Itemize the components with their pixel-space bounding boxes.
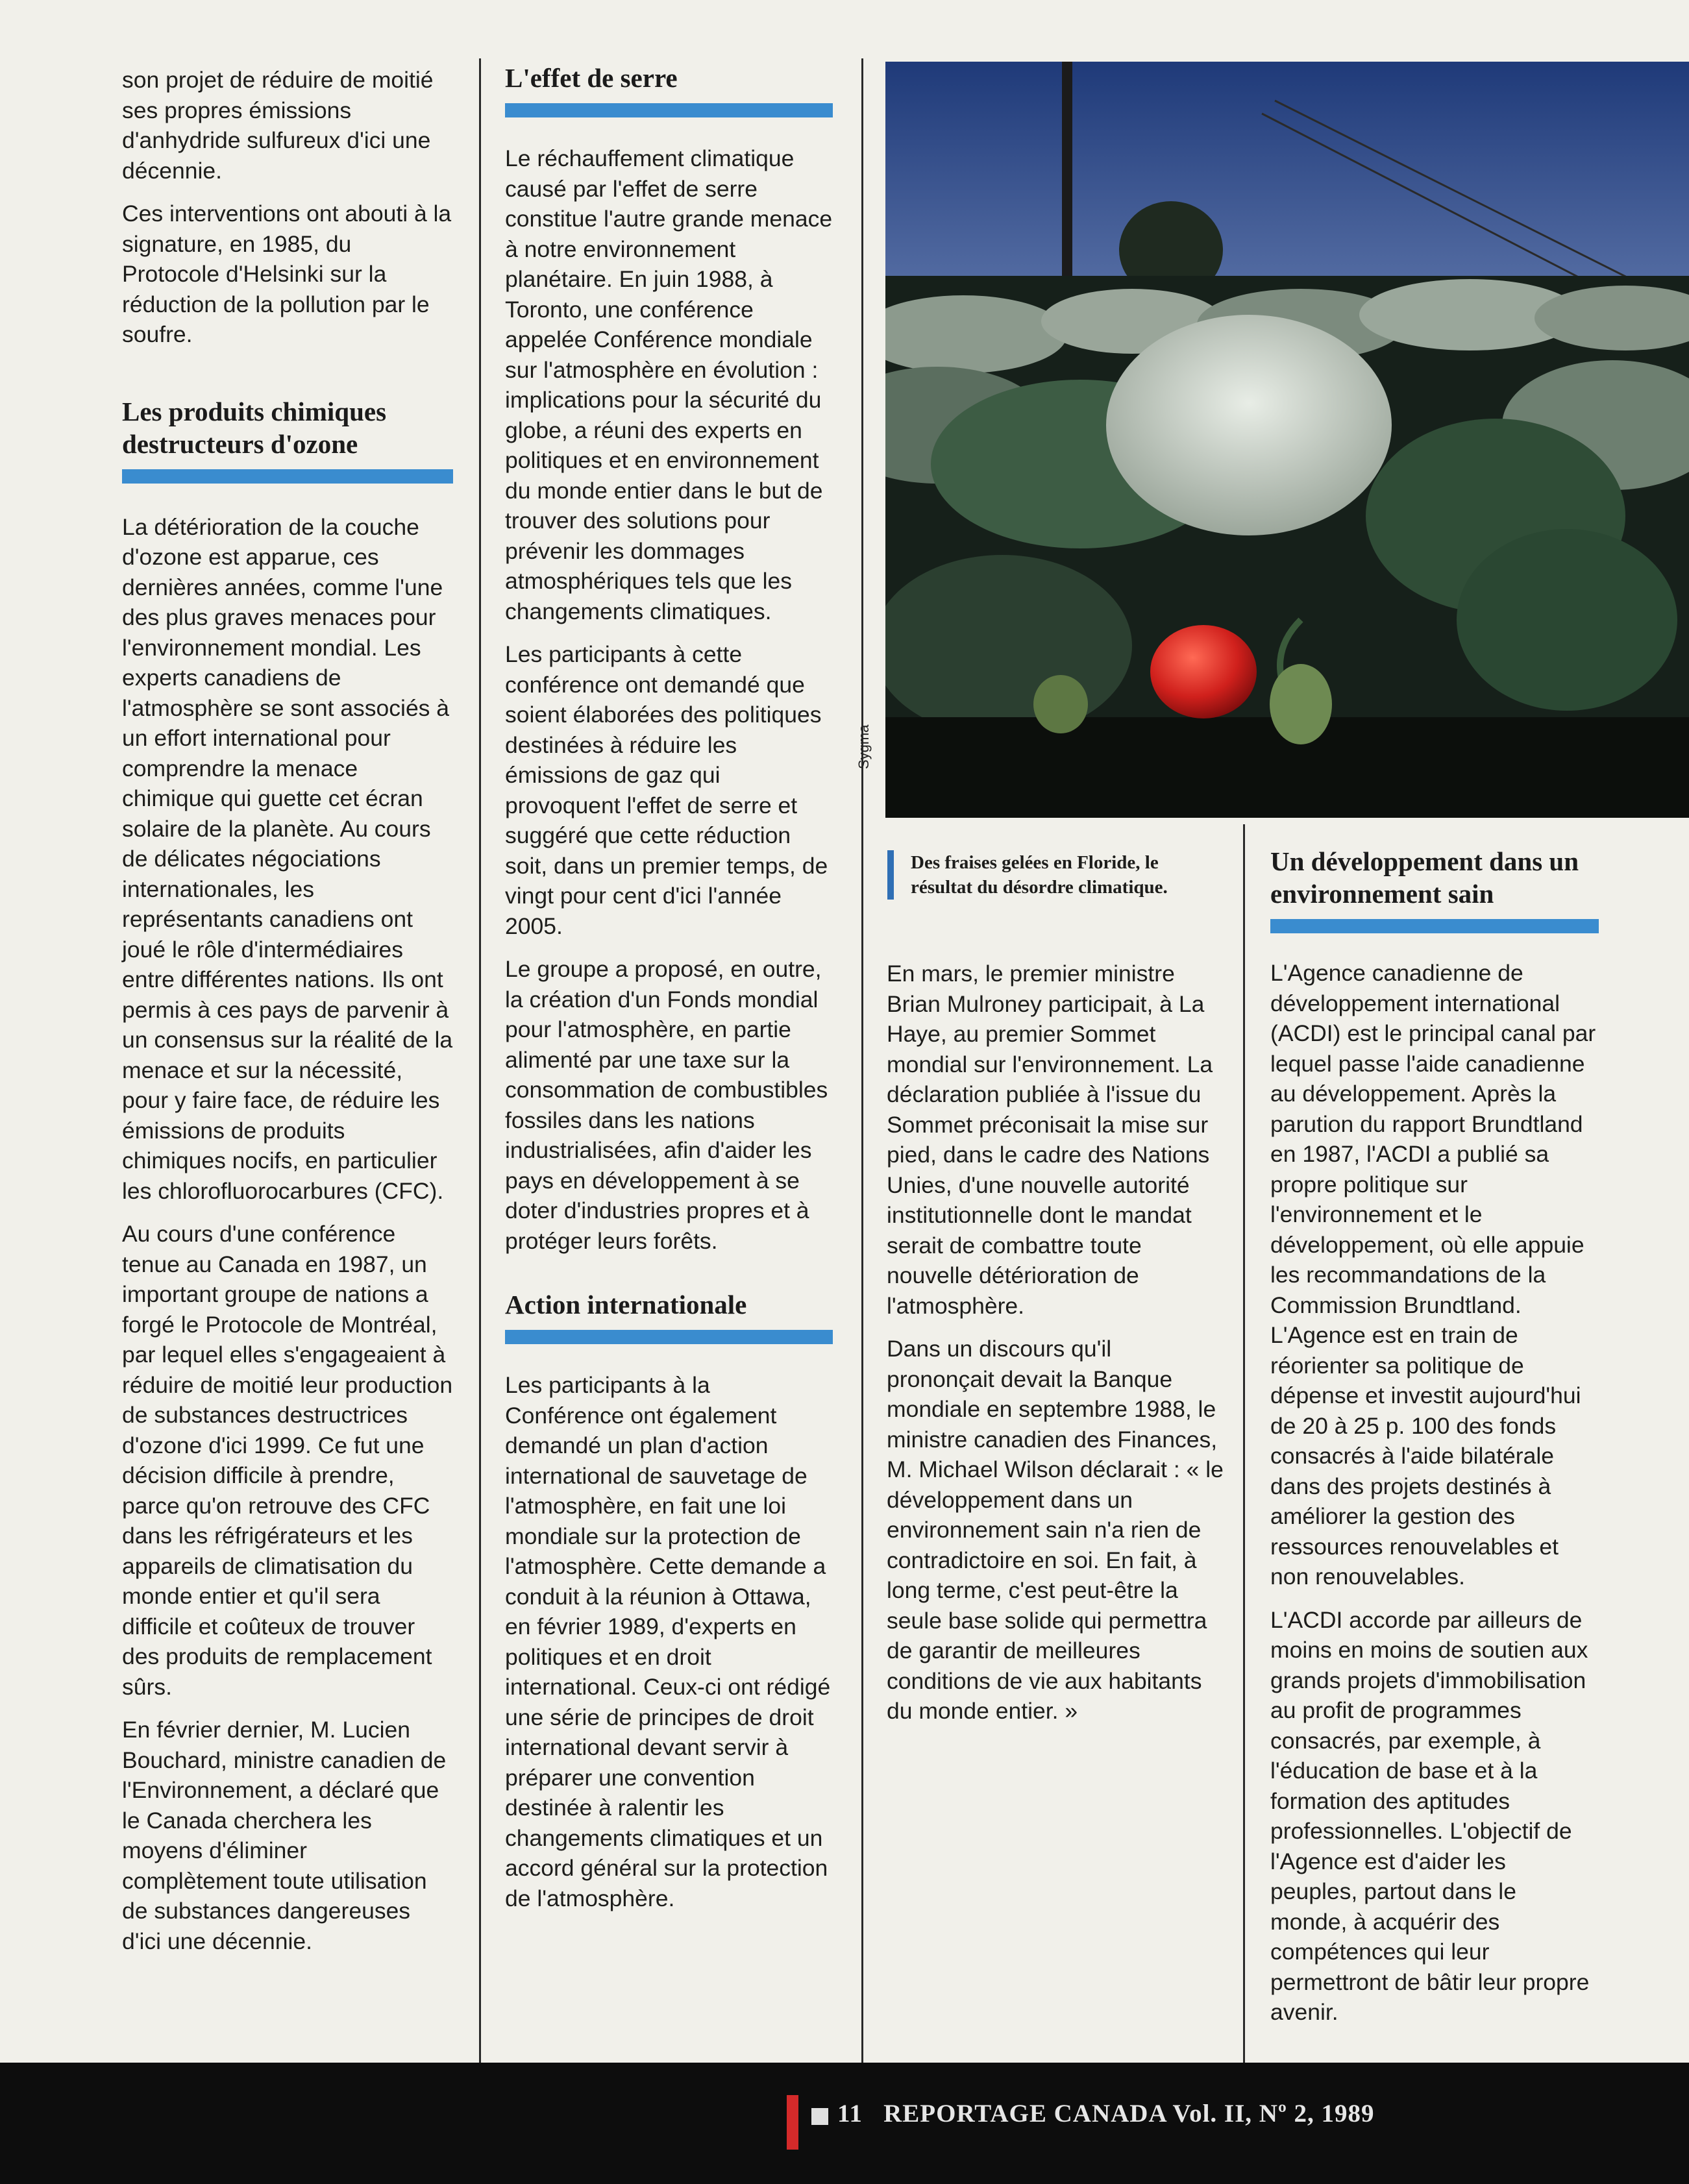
heading-bar bbox=[505, 103, 833, 117]
col2-paragraph-3: Le groupe a proposé, en outre, la création d'un Fonds mondial pour l'atmosphère, en partie alimenté par une taxe sur la consommation de combustibles fossiles dans les nations industrialisées, afin d'aider les pays en développement à se doter d'industries propres et à protéger leurs forêts. bbox=[505, 956, 828, 1254]
column-rule-2 bbox=[861, 58, 863, 2064]
col2-paragraph-4: Les participants à la Conférence ont également demandé un plan d'action international de sauvetage de l'atmosphère, en fait une loi mondiale sur la protection de l'atmosphère. Cette demande a conduit à la réunion à Ottawa, en février 1989, d'experts en politiques et en droit international. Ceux-ci ont rédigé une série de principes de droit international devant servir à préparer une convention destinée à ralentir les changements climatiques et un accord général sur la protection de l'atmosphère. bbox=[505, 1372, 831, 1911]
col3-paragraph-1: En mars, le premier ministre Brian Mulroney participait, à La Haye, au premier Sommet mondial sur l'environnement. La déclaration publiée à l'issue du Sommet préconisait la mise sur pied, dans le cadre des Nations Unies, d'une nouvelle autorité institutionnelle dont le mandat serait de combattre toute nouvelle détérioration de l'atmosphère. bbox=[887, 961, 1213, 1319]
column-4 bbox=[1270, 845, 1599, 2041]
col2-paragraph-1: Le réchauffement climatique causé par l'effet de serre constitue l'autre grande menace à notre environnement planétaire. En juin 1988, à Toronto, une conférence appelée Conférence mondiale sur l'atmosphère en évolution : implications pour la sécurité du globe, a réuni des experts en politiques et en environnement du monde entier dans le but de trouver des solutions pour prévenir les dommages atmosphériques tels que les changements climatiques. bbox=[505, 145, 833, 624]
greenhouse-heading: L'effet de serre bbox=[505, 63, 678, 93]
photo-credit: Sygma bbox=[856, 724, 872, 769]
col3-paragraph-2: Dans un discours qu'il prononçait devait la Banque mondiale en septembre 1988, le ministre canadien des Finances, M. Michael Wilson déclarait : « le développement dans un environnement sain n'a rien de contradictoire en soi. En fait, à long terme, c'est peut-être la seule base solide qui permettra de garantir de meilleures conditions de vie aux habitants du monde entier. » bbox=[887, 1336, 1224, 1724]
footer-text bbox=[837, 2099, 1375, 2128]
col1-paragraph-5: En février dernier, M. Lucien Bouchard, ministre canadien de l'Environnement, a déclaré que le Canada cherchera les moyens d'éliminer complètement toute utilisation de substances dangereuses d'ici une décennie. bbox=[122, 1717, 447, 1954]
publication-name: REPORTAGE CANADA Vol. II, Nº 2, 1989 bbox=[883, 2100, 1375, 2128]
column-rule-3 bbox=[1243, 824, 1245, 2064]
col1-paragraph-2: Ces interventions ont abouti à la signature, en 1985, du Protocole d'Helsinki sur la réduction de la pollution par le soufre. bbox=[122, 201, 452, 347]
column-2 bbox=[505, 62, 833, 1926]
page-footer bbox=[0, 2063, 1689, 2184]
column-3 bbox=[887, 959, 1224, 1739]
col1-paragraph-3: La détérioration de la couche d'ozone est apparue, ces dernières années, comme l'une des plus graves menaces pour l'environnement mondial. Les experts canadiens de l'atmosphère se sont associés à un effort international pour comprendre la menace chimique qui guette cet écran solaire de la planète. Au cours de délicates négociations internationales, les représentants canadiens ont joué le rôle d'intermédiaires entre différentes nations. Ils ont permis à ces pays de parvenir à un consensus sur la réalité de la menace et sur la nécessité, pour y faire face, de réduire les émissions de produits chimiques nocifs, en particulier les chlorofluorocarbures (CFC). bbox=[122, 513, 453, 1204]
col4-paragraph-2: L'ACDI accorde par ailleurs de moins en moins de soutien aux grands projets d'immobilisation au profit de programmes consacrés, par exemple, à l'éducation de base et à la formation des aptitudes professionnelles. L'objectif de l'Agence est d'aider les peuples, partout dans le monde, à acquérir des compétences qui leur permettront de bâtir leur propre avenir. bbox=[1270, 1606, 1590, 2025]
footer-red-mark bbox=[787, 2095, 798, 2150]
col1-paragraph-1: son projet de réduire de moitié ses propres émissions d'anhydride sulfureux d'ici une décennie. bbox=[122, 67, 434, 184]
footer-square-bullet bbox=[811, 2108, 828, 2125]
col2-paragraph-2: Les participants à cette conférence ont demandé que soient élaborées des politiques destinées à réduire les émissions de gaz qui provoquent l'effet de serre et suggéré que cette réduction soit, dans un premier temps, de vingt pour cent d'ici l'année 2005. bbox=[505, 641, 828, 939]
international-action-heading: Action internationale bbox=[505, 1290, 747, 1319]
ozone-heading: Les produits chimiques destructeurs d'ozone bbox=[122, 396, 387, 459]
photo-caption: Des fraises gelées en Floride, le résultat du désordre climatique. bbox=[887, 850, 1222, 900]
column-rule-1 bbox=[479, 58, 481, 2064]
sustainable-development-heading: Un développement dans un environnement sain bbox=[1270, 846, 1579, 909]
frozen-strawberries-photo bbox=[885, 62, 1689, 818]
heading-bar bbox=[122, 469, 453, 484]
column-1 bbox=[122, 65, 453, 1969]
col1-paragraph-4: Au cours d'une conférence tenue au Canada en 1987, un important groupe de nations a forgé le Protocole de Montréal, par lequel elles s'engageaient à réduire de moitié leur production de substances destructrices d'ozone d'ici 1999. Ce fut une décision difficile à prendre, parce qu'on retrouve des CFC dans les réfrigérateurs et les appareils de climatisation du monde entier et qu'il sera difficile et coûteux de trouver des produits de remplacement sûrs. bbox=[122, 1221, 453, 1700]
heading-bar bbox=[505, 1330, 833, 1344]
page-number: 11 bbox=[837, 2100, 863, 2128]
col4-paragraph-1: L'Agence canadienne de développement international (ACDI) est le principal canal par lequel passe l'aide canadienne au développement. Après la parution du rapport Brundtland en 1987, l'ACDI a publié sa propre politique sur l'environnement et le développement, où elle appuie les recommandations de la Commission Brundtland. L'Agence est en train de réorienter sa politique de dépense et investit aujourd'hui de 20 à 25 p. 100 des fonds consacrés à l'aide bilatérale dans des projets destinés à améliorer la gestion des ressources renouvelables et non renouvelables. bbox=[1270, 960, 1596, 1589]
heading-bar bbox=[1270, 919, 1599, 933]
